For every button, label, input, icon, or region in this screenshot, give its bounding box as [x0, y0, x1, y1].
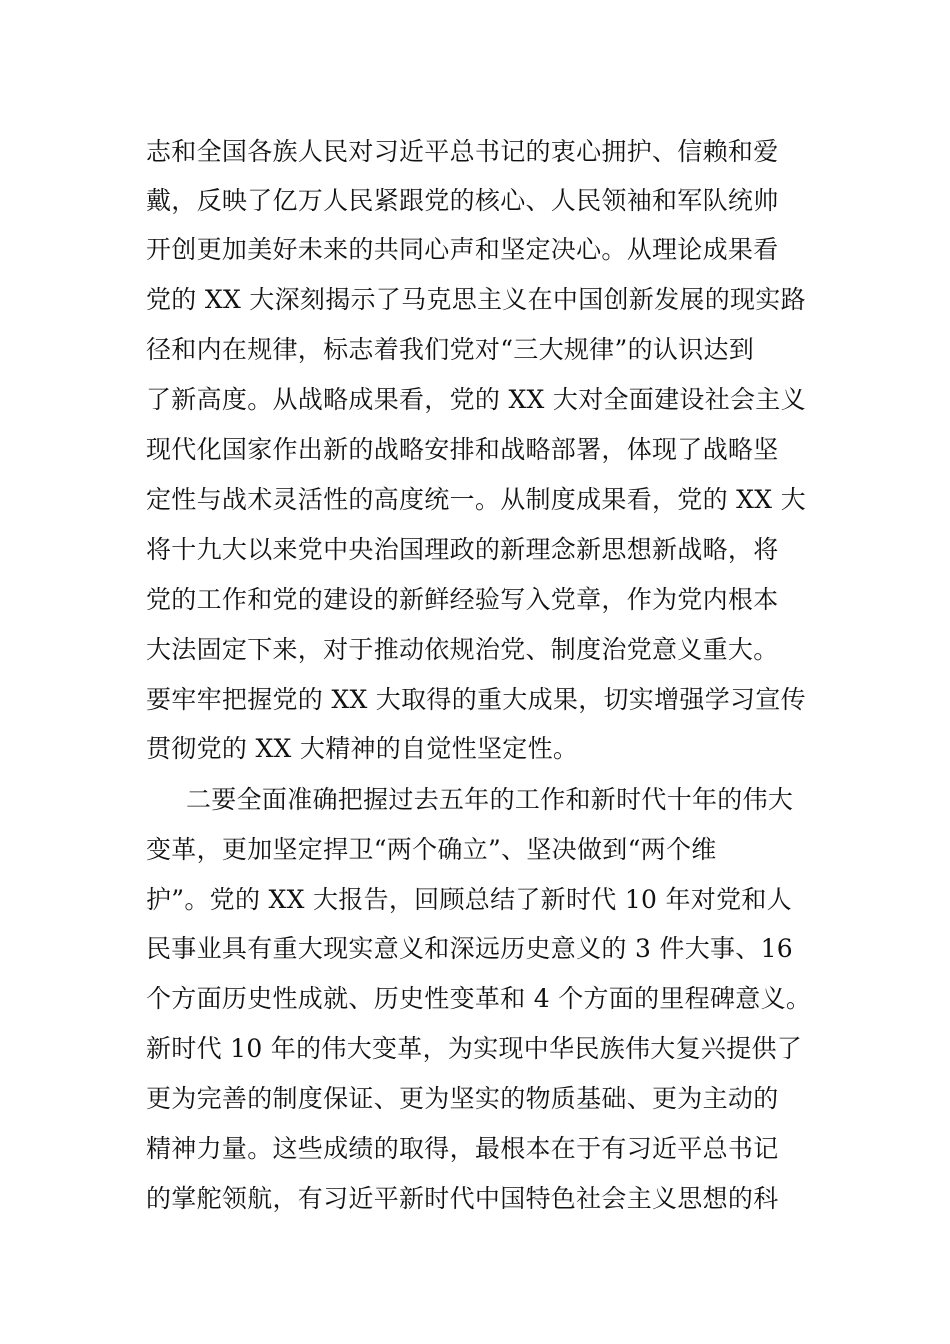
text-line-19: 新时代 10 年的伟大变革，为实现中华民族伟大复兴提供了 [146, 1034, 803, 1063]
text-line-1: 志和全国各族人民对习近平总书记的衷心拥护、信赖和爱 [146, 137, 779, 166]
text-line-18: 个方面历史性成就、历史性变革和 4 个方面的里程碑意义。 [146, 984, 812, 1013]
text-line-4: 党的 XX 大深刻揭示了马克思主义在中国创新发展的现实路 [146, 285, 806, 314]
text-line-3: 开创更加美好未来的共同心声和坚定决心。从理论成果看 [146, 235, 779, 264]
text-line-21: 精神力量。这些成绩的取得，最根本在于有习近平总书记 [146, 1134, 779, 1163]
text-line-16: 护”。党的 XX 大报告，回顾总结了新时代 10 年对党和人 [146, 885, 792, 914]
text-line-22: 的掌舵领航，有习近平新时代中国特色社会主义思想的科 [146, 1184, 779, 1213]
text-line-13: 贯彻党的 XX 大精神的自觉性坚定性。 [146, 734, 579, 763]
text-line-20: 更为完善的制度保证、更为坚实的物质基础、更为主动的 [146, 1084, 779, 1113]
text-line-6: 了新高度。从战略成果看，党的 XX 大对全面建设社会主义 [146, 385, 806, 414]
text-line-9: 将十九大以来党中央治国理政的新理念新思想新战略，将 [146, 535, 779, 564]
text-line-11: 大法固定下来，对于推动依规治党、制度治党意义重大。 [146, 635, 779, 664]
text-line-5: 径和内在规律，标志着我们党对“三大规律”的认识达到 [146, 335, 755, 364]
text-line-8: 定性与战术灵活性的高度统一。从制度成果看，党的 XX 大 [146, 485, 806, 514]
text-line-10: 党的工作和党的建设的新鲜经验写入党章，作为党内根本 [146, 585, 779, 614]
text-line-12: 要牢牢把握党的 XX 大取得的重大成果，切实增强学习宣传 [146, 685, 806, 714]
text-line-15: 变革，更加坚定捍卫“两个确立”、坚决做到“两个维 [146, 835, 717, 864]
text-line-17: 民事业具有重大现实意义和深远历史意义的 3 件大事、16 [146, 934, 794, 963]
paragraph-2-first-line: 二要全面准确把握过去五年的工作和新时代十年的伟大 [186, 785, 794, 814]
text-line-7: 现代化国家作出新的战略安排和战略部署，体现了战略坚 [146, 435, 779, 464]
text-line-2: 戴，反映了亿万人民紧跟党的核心、人民领袖和军队统帅 [146, 186, 779, 215]
